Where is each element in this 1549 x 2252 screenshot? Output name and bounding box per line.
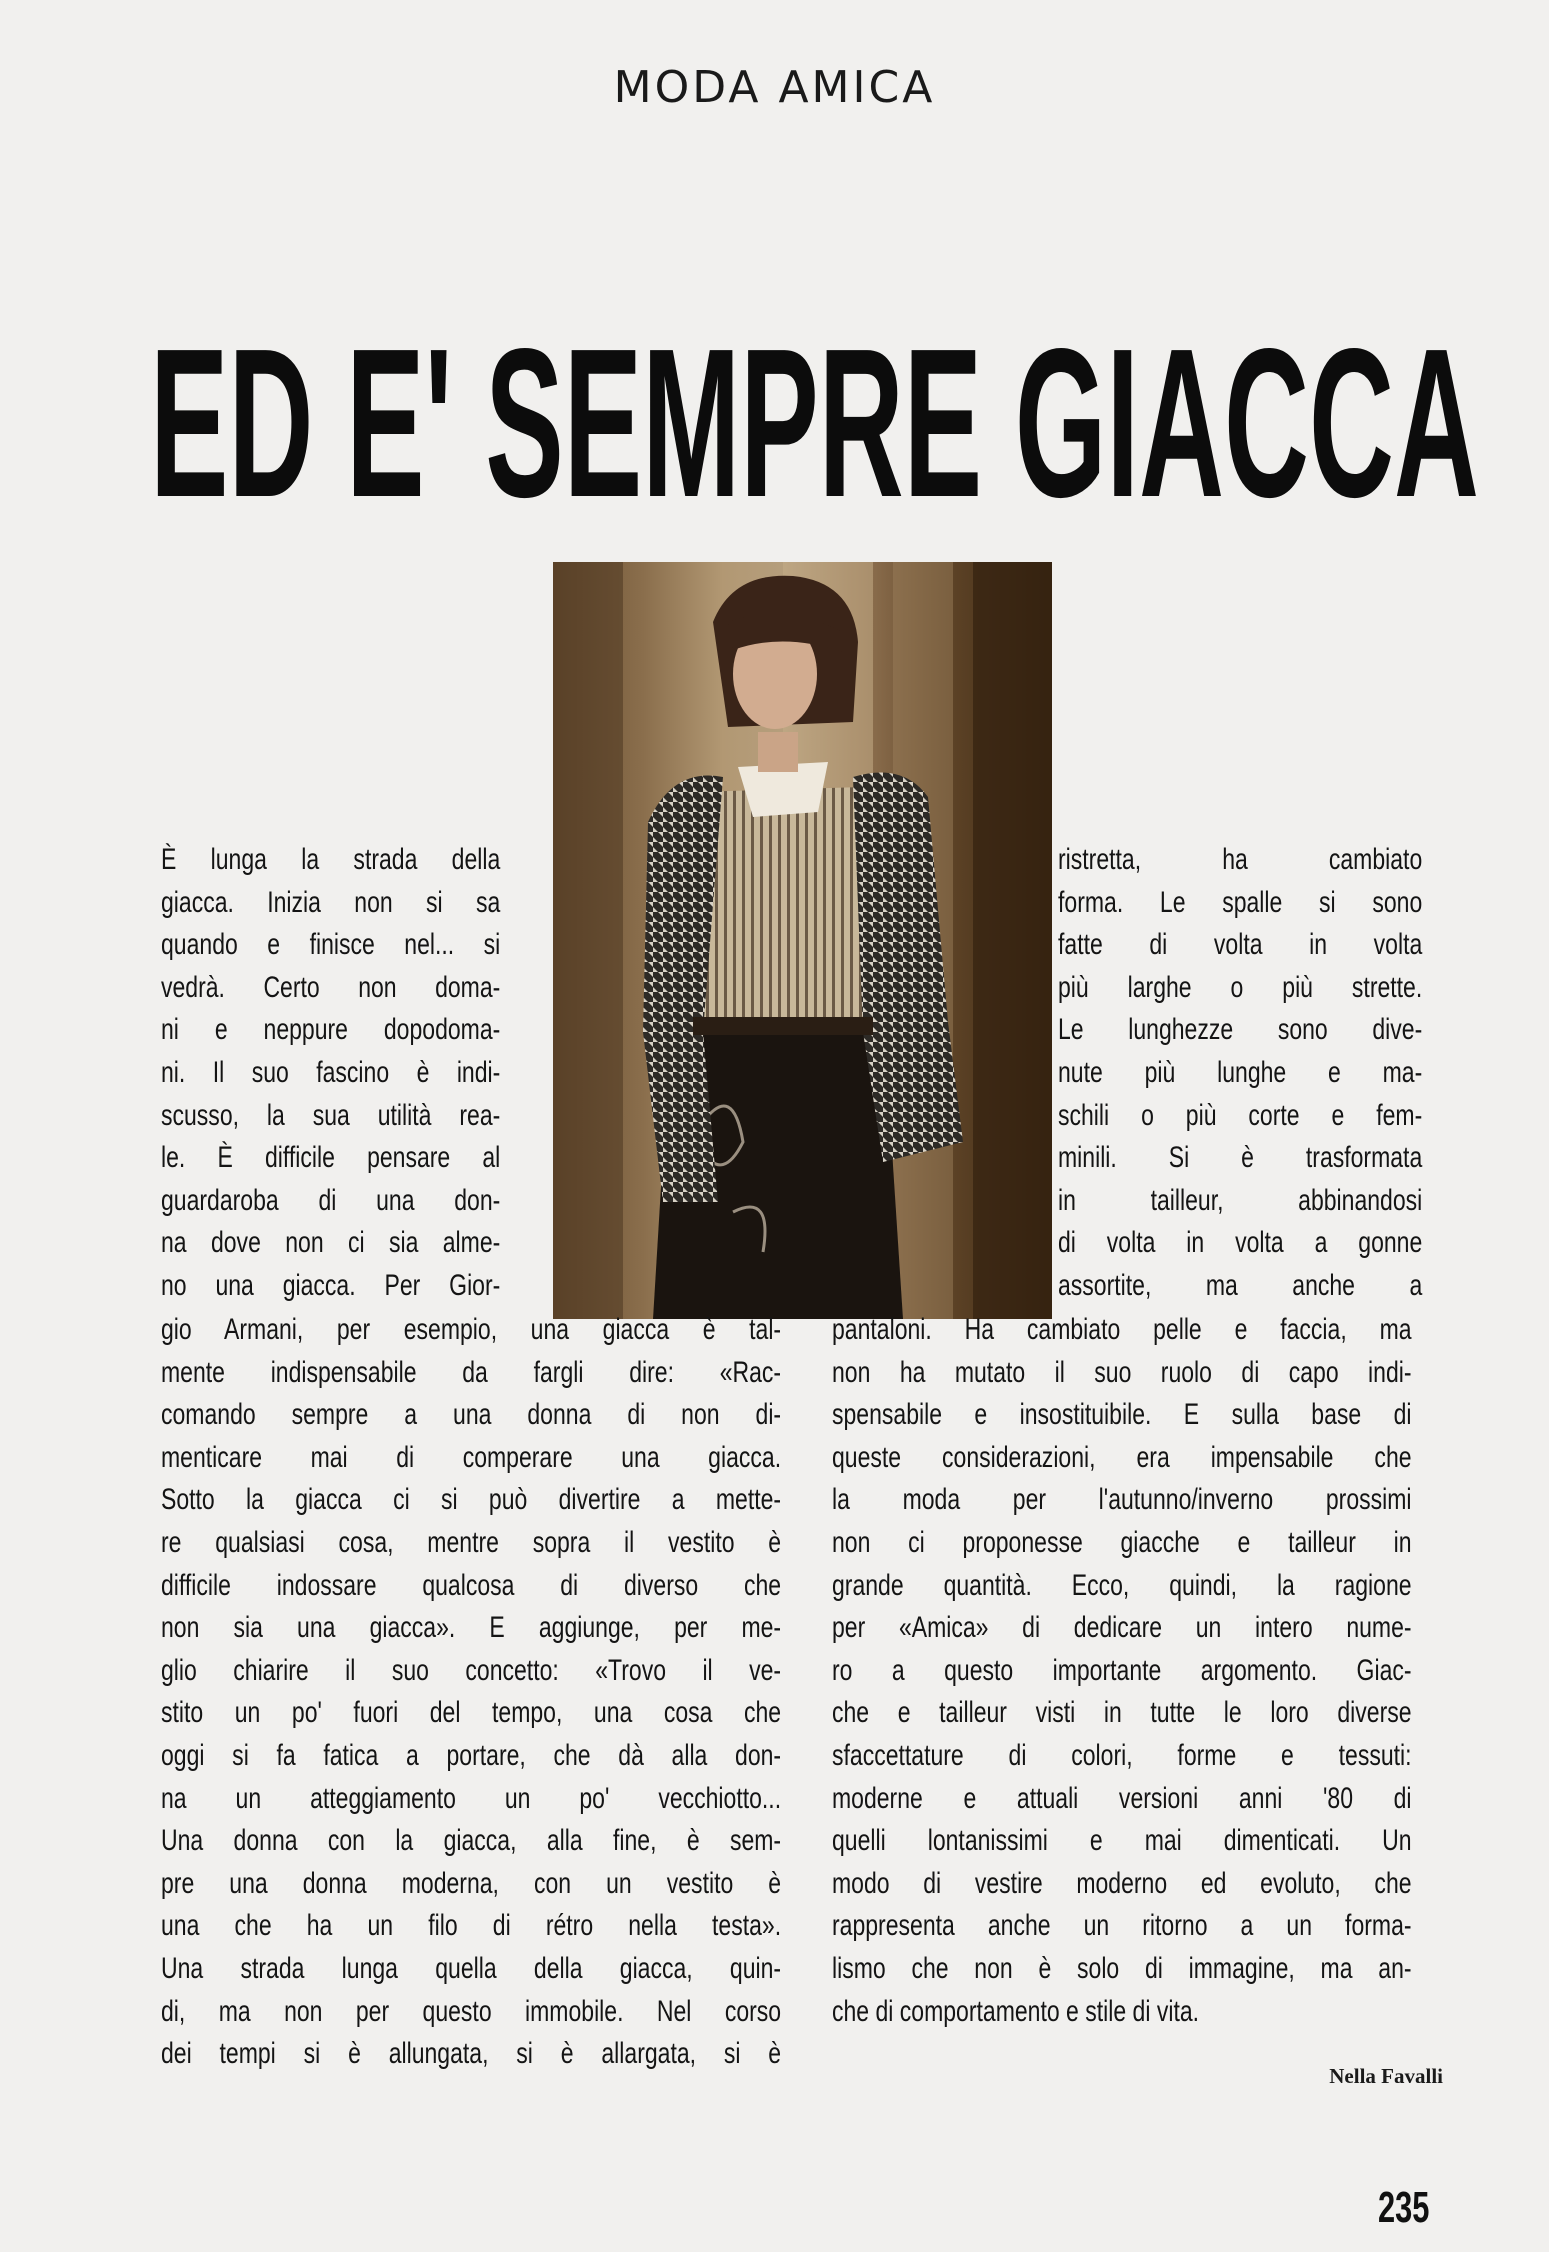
article-line: ro a questo importante argomento. Giac- [832, 1653, 1412, 1687]
article-line: menticare mai di comperare una giacca. [161, 1440, 782, 1474]
article-line: più larghe o più strette. [1058, 970, 1423, 1004]
article-line: pantaloni. Ha cambiato pelle e faccia, ma [832, 1313, 1412, 1346]
article-line: Le lunghezze sono dive- [1058, 1013, 1423, 1047]
article-line: Una donna con la giacca, alla fine, è sem- [161, 1824, 782, 1858]
article-line: che e tailleur visti in tutte le loro diverse [832, 1696, 1412, 1730]
article-line: la moda per l'autunno/inverno prossimi [832, 1483, 1412, 1517]
article-line: non ci proponesse giacche e tailleur in [832, 1525, 1412, 1559]
article-line: per «Amica» di dedicare un intero nume- [832, 1611, 1412, 1645]
headline: ED E' SEMPRE GIACCA [150, 304, 1479, 541]
article-line: modo di vestire moderno ed evoluto, che [832, 1866, 1412, 1900]
article-line: ristretta, ha cambiato [1058, 843, 1423, 876]
article-line: schili o più corte e fem- [1058, 1098, 1423, 1132]
article-line: forma. Le spalle si sono [1058, 885, 1423, 919]
article-line: non ha mutato il suo ruolo di capo indi- [832, 1355, 1412, 1389]
article-line: moderne e attuali versioni anni '80 di [832, 1781, 1412, 1815]
article-line: in tailleur, abbinandosi [1058, 1183, 1423, 1217]
article-line: quando e finisce nel... si [161, 928, 501, 962]
article-line: giacca. Inizia non si sa [161, 885, 501, 919]
article-line: che di comportamento e stile di vita. [832, 1994, 1200, 2028]
article-line: oggi si fa fatica a portare, che dà alla don- [161, 1738, 782, 1772]
article-line: non sia una giacca». E aggiunge, per me- [161, 1611, 782, 1645]
article-line: ni. Il suo fascino è indi- [161, 1055, 501, 1089]
article-column-right-top [1058, 839, 1422, 1308]
article-line: guardaroba di una don- [161, 1183, 501, 1217]
article-line: ni e neppure dopodoma- [161, 1013, 501, 1047]
article-line: Sotto la giacca ci si può divertire a mette- [161, 1483, 782, 1517]
article-line: scusso, la sua utilità rea- [161, 1098, 501, 1132]
article-line: spensabile e insostituibile. E sulla base di [832, 1398, 1412, 1432]
article-line: lismo che non è solo di immagine, ma an- [832, 1951, 1412, 1985]
article-column-left-bottom [161, 1309, 781, 2076]
article-line: nute più lunghe e ma- [1058, 1055, 1423, 1089]
article-line: na dove non ci sia alme- [161, 1226, 501, 1260]
article-line: difficile indossare qualcosa di diverso che [161, 1568, 782, 1602]
article-line: rappresenta anche un ritorno a un forma- [832, 1909, 1412, 1943]
article-line: grande quantità. Ecco, quindi, la ragione [832, 1568, 1412, 1602]
section-label: MODA AMICA [613, 62, 936, 113]
article-column-right-bottom [832, 1309, 1412, 2033]
article-line: di, ma non per questo immobile. Nel corso [161, 1994, 782, 2028]
article-line: assortite, ma anche a [1058, 1268, 1423, 1302]
page-number: 235 [1378, 2183, 1430, 2232]
article-line: queste considerazioni, era impensabile che [832, 1440, 1412, 1474]
article-line: stito un po' fuori del tempo, una cosa che [161, 1696, 782, 1730]
article-line: re qualsiasi cosa, mentre sopra il vestito è [161, 1525, 782, 1559]
article-line: una che ha un filo di rétro nella testa». [161, 1909, 782, 1943]
article-line: di volta in volta a gonne [1058, 1226, 1423, 1260]
article-line: dei tempi si è allungata, si è allargata, si è [161, 2037, 782, 2071]
article-line: Una strada lunga quella della giacca, quin- [161, 1951, 782, 1985]
fashion-photo-illustration [553, 562, 1052, 1319]
fashion-photo [553, 562, 1052, 1319]
article-line: minili. Si è trasformata [1058, 1141, 1423, 1175]
article-line: mente indispensabile da fargli dire: «Rac- [161, 1355, 782, 1389]
article-line: pre una donna moderna, con un vestito è [161, 1866, 782, 1900]
byline: Nella Favalli [1329, 2064, 1443, 2088]
article-column-left-top [161, 839, 500, 1308]
article-line: È lunga la strada della [161, 843, 501, 876]
article-line: no una giacca. Per Gior- [161, 1268, 501, 1302]
article-line: quelli lontanissimi e mai dimenticati. Un [832, 1824, 1412, 1858]
article-line: fatte di volta in volta [1058, 928, 1423, 962]
article-line: comando sempre a una donna di non di- [161, 1398, 782, 1432]
article-line: vedrà. Certo non doma- [161, 970, 501, 1004]
article-line: na un atteggiamento un po' vecchiotto... [161, 1781, 782, 1815]
article-line: le. È difficile pensare al [161, 1141, 501, 1175]
article-line: glio chiarire il suo concetto: «Trovo il ve- [161, 1653, 782, 1687]
article-line: gio Armani, per esempio, una giacca è tal- [161, 1313, 782, 1346]
article-line: sfaccettature di colori, forme e tessuti: [832, 1738, 1412, 1772]
